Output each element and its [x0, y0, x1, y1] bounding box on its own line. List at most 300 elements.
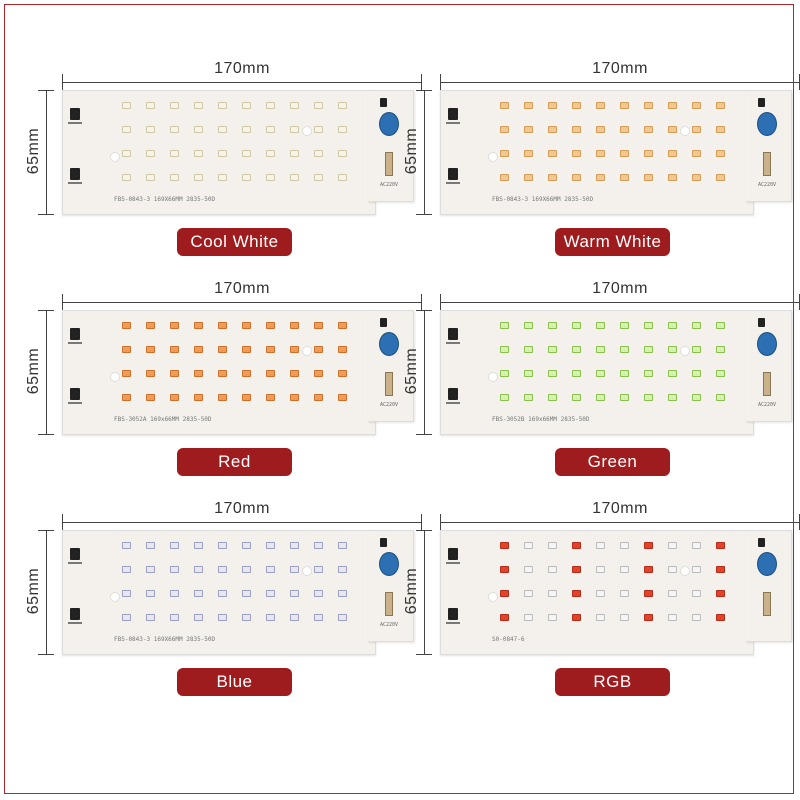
- led-cool-white: [122, 150, 131, 157]
- led-rgb: [500, 590, 509, 597]
- dim-line: [424, 530, 425, 655]
- led-green: [644, 346, 653, 353]
- led-green: [620, 346, 629, 353]
- led-cool-white: [314, 174, 323, 181]
- led-warm-white: [644, 102, 653, 109]
- led-cool-white: [338, 150, 347, 157]
- led-blue: [194, 542, 203, 549]
- led-red: [314, 346, 323, 353]
- led-green: [500, 370, 509, 377]
- width-dimension: [440, 280, 800, 310]
- ac-voltage-label: AC220V: [380, 182, 399, 188]
- led-green: [668, 322, 677, 329]
- led-cool-white: [338, 174, 347, 181]
- led-blue: [146, 614, 155, 621]
- led-rgb: [668, 542, 677, 549]
- led-warm-white: [524, 150, 533, 157]
- led-cool-white: [242, 150, 251, 157]
- led-warm-white: [644, 174, 653, 181]
- led-rgb: [620, 542, 629, 549]
- led-green: [716, 346, 725, 353]
- led-blue: [122, 614, 131, 621]
- led-cool-white: [170, 150, 179, 157]
- led-cool-white: [194, 126, 203, 133]
- mount-hole: [488, 592, 498, 602]
- led-rgb: [644, 614, 653, 621]
- led-red: [170, 346, 179, 353]
- height-label: 65mm: [25, 567, 42, 615]
- led-blue: [122, 542, 131, 549]
- led-warm-white: [620, 174, 629, 181]
- driver-chip-icon: [70, 608, 80, 620]
- pcb-board-tab: [746, 530, 792, 642]
- led-cool-white: [194, 150, 203, 157]
- led-rgb: [596, 566, 605, 573]
- led-red: [266, 346, 275, 353]
- mount-hole: [110, 152, 120, 162]
- chip-pin: [446, 342, 460, 344]
- width-label: 170mm: [214, 60, 270, 77]
- led-red: [146, 394, 155, 401]
- led-warm-white: [548, 102, 557, 109]
- led-green: [572, 370, 581, 377]
- height-dimension: [24, 90, 54, 215]
- height-dimension: [24, 530, 54, 655]
- led-cool-white: [266, 102, 275, 109]
- led-rgb: [524, 590, 533, 597]
- height-dimension: [402, 310, 432, 435]
- dim-line: [62, 302, 422, 303]
- led-rgb: [548, 590, 557, 597]
- height-dimension: [402, 530, 432, 655]
- led-warm-white: [524, 126, 533, 133]
- dim-line: [46, 90, 47, 215]
- led-array: [500, 538, 750, 646]
- capacitor-icon: [757, 552, 777, 576]
- led-warm-white: [596, 102, 605, 109]
- led-blue: [194, 566, 203, 573]
- panel-rgb: [403, 500, 800, 700]
- led-warm-white: [716, 102, 725, 109]
- led-green: [572, 394, 581, 401]
- led-rgb: [572, 614, 581, 621]
- led-warm-white: [524, 174, 533, 181]
- led-rgb: [692, 614, 701, 621]
- led-blue: [146, 566, 155, 573]
- led-blue: [314, 542, 323, 549]
- led-green: [692, 322, 701, 329]
- led-cool-white: [242, 126, 251, 133]
- led-warm-white: [668, 150, 677, 157]
- led-rgb: [644, 590, 653, 597]
- dim-line: [440, 522, 800, 523]
- driver-chip-icon: [70, 168, 80, 180]
- led-cool-white: [146, 126, 155, 133]
- led-green: [716, 370, 725, 377]
- led-cool-white: [170, 102, 179, 109]
- led-green: [596, 322, 605, 329]
- led-rgb: [548, 614, 557, 621]
- chip-pin: [446, 122, 460, 124]
- led-blue: [218, 590, 227, 597]
- led-blue: [338, 566, 347, 573]
- led-cool-white: [314, 126, 323, 133]
- led-warm-white: [620, 150, 629, 157]
- chip-pin: [68, 122, 82, 124]
- led-green: [524, 370, 533, 377]
- led-cool-white: [218, 174, 227, 181]
- led-warm-white: [620, 126, 629, 133]
- badge-warm-white: Warm White: [555, 228, 670, 256]
- led-green: [524, 322, 533, 329]
- led-green: [596, 370, 605, 377]
- badge-blue: Blue: [177, 668, 292, 696]
- led-blue: [170, 542, 179, 549]
- led-blue: [338, 542, 347, 549]
- led-warm-white: [500, 102, 509, 109]
- led-warm-white: [716, 150, 725, 157]
- resistor-icon: [763, 592, 771, 616]
- driver-chip-icon: [70, 328, 80, 340]
- led-array: [122, 538, 372, 646]
- led-warm-white: [572, 102, 581, 109]
- led-green: [644, 322, 653, 329]
- led-red: [242, 346, 251, 353]
- driver-chip-icon: [448, 108, 458, 120]
- led-cool-white: [266, 126, 275, 133]
- ac-voltage-label: AC220V: [758, 402, 777, 408]
- led-cool-white: [338, 102, 347, 109]
- led-red: [194, 346, 203, 353]
- capacitor-icon: [379, 332, 399, 356]
- led-blue: [290, 566, 299, 573]
- led-warm-white: [500, 150, 509, 157]
- regulator-chip-icon: [758, 98, 765, 107]
- led-rgb: [596, 542, 605, 549]
- chip-pin: [68, 182, 82, 184]
- led-warm-white: [644, 126, 653, 133]
- led-rgb: [668, 590, 677, 597]
- led-red: [218, 394, 227, 401]
- driver-chip-icon: [448, 548, 458, 560]
- led-cool-white: [242, 102, 251, 109]
- ac-voltage-label: AC220V: [380, 622, 399, 628]
- resistor-icon: [385, 152, 393, 176]
- led-warm-white: [548, 174, 557, 181]
- chip-pin: [68, 562, 82, 564]
- height-label: 65mm: [403, 347, 420, 395]
- badge-green: Green: [555, 448, 670, 476]
- mount-hole: [110, 372, 120, 382]
- width-dimension: [62, 500, 422, 530]
- dim-line: [440, 82, 800, 83]
- led-rgb: [620, 566, 629, 573]
- regulator-chip-icon: [380, 318, 387, 327]
- width-label: 170mm: [592, 60, 648, 77]
- led-red: [266, 322, 275, 329]
- led-warm-white: [500, 126, 509, 133]
- led-green: [620, 322, 629, 329]
- led-warm-white: [692, 126, 701, 133]
- led-warm-white: [596, 174, 605, 181]
- mount-hole: [680, 566, 690, 576]
- led-blue: [314, 590, 323, 597]
- led-blue: [242, 566, 251, 573]
- led-blue: [122, 566, 131, 573]
- led-rgb: [500, 542, 509, 549]
- led-warm-white: [692, 150, 701, 157]
- chip-pin: [446, 622, 460, 624]
- dim-tick: [38, 214, 54, 215]
- led-rgb: [644, 542, 653, 549]
- led-warm-white: [668, 174, 677, 181]
- led-green: [596, 346, 605, 353]
- height-label: 65mm: [25, 347, 42, 395]
- led-blue: [266, 566, 275, 573]
- led-warm-white: [572, 150, 581, 157]
- capacitor-icon: [757, 332, 777, 356]
- led-warm-white: [596, 150, 605, 157]
- led-green: [500, 322, 509, 329]
- led-rgb: [572, 566, 581, 573]
- led-blue: [194, 614, 203, 621]
- resistor-icon: [385, 372, 393, 396]
- led-red: [338, 370, 347, 377]
- led-cool-white: [338, 126, 347, 133]
- led-warm-white: [572, 126, 581, 133]
- led-red: [314, 394, 323, 401]
- led-blue: [170, 614, 179, 621]
- height-dimension: [24, 310, 54, 435]
- led-blue: [170, 590, 179, 597]
- led-green: [524, 394, 533, 401]
- led-blue: [266, 542, 275, 549]
- led-red: [122, 370, 131, 377]
- led-warm-white: [716, 126, 725, 133]
- led-cool-white: [290, 174, 299, 181]
- led-rgb: [572, 590, 581, 597]
- led-warm-white: [692, 174, 701, 181]
- led-cool-white: [266, 150, 275, 157]
- dim-line: [62, 82, 422, 83]
- led-red: [242, 394, 251, 401]
- led-blue: [146, 542, 155, 549]
- led-blue: [218, 566, 227, 573]
- chip-pin: [446, 562, 460, 564]
- width-dimension: [62, 280, 422, 310]
- led-blue: [218, 614, 227, 621]
- chip-pin: [446, 182, 460, 184]
- width-dimension: [440, 60, 800, 90]
- driver-chip-icon: [70, 388, 80, 400]
- driver-chip-icon: [448, 388, 458, 400]
- dim-tick: [416, 214, 432, 215]
- led-rgb: [620, 590, 629, 597]
- led-rgb: [716, 590, 725, 597]
- led-red: [146, 346, 155, 353]
- led-blue: [266, 614, 275, 621]
- led-green: [572, 346, 581, 353]
- led-red: [290, 370, 299, 377]
- led-blue: [242, 614, 251, 621]
- width-dimension: [62, 60, 422, 90]
- led-blue: [122, 590, 131, 597]
- dim-tick: [416, 654, 432, 655]
- badge-rgb: RGB: [555, 668, 670, 696]
- led-blue: [290, 542, 299, 549]
- dim-tick: [416, 434, 432, 435]
- led-array: [500, 318, 750, 426]
- led-red: [122, 346, 131, 353]
- led-warm-white: [620, 102, 629, 109]
- led-green: [692, 394, 701, 401]
- led-green: [500, 346, 509, 353]
- led-green: [716, 322, 725, 329]
- led-blue: [242, 542, 251, 549]
- capacitor-icon: [379, 112, 399, 136]
- panel-red: [25, 280, 422, 480]
- led-array: [122, 98, 372, 206]
- led-rgb: [668, 614, 677, 621]
- led-rgb: [716, 614, 725, 621]
- led-array: [122, 318, 372, 426]
- led-rgb: [548, 566, 557, 573]
- led-red: [290, 394, 299, 401]
- led-cool-white: [146, 174, 155, 181]
- led-green: [668, 394, 677, 401]
- led-warm-white: [668, 102, 677, 109]
- panel-warm-white: [403, 60, 800, 260]
- panel-cool-white: [25, 60, 422, 260]
- height-label: 65mm: [403, 127, 420, 175]
- led-cool-white: [170, 174, 179, 181]
- led-green: [692, 370, 701, 377]
- led-blue: [290, 590, 299, 597]
- led-rgb: [716, 542, 725, 549]
- led-red: [122, 322, 131, 329]
- led-red: [338, 394, 347, 401]
- led-cool-white: [314, 150, 323, 157]
- led-blue: [242, 590, 251, 597]
- regulator-chip-icon: [758, 538, 765, 547]
- led-rgb: [644, 566, 653, 573]
- led-blue: [314, 566, 323, 573]
- led-red: [338, 322, 347, 329]
- led-green: [596, 394, 605, 401]
- driver-chip-icon: [448, 608, 458, 620]
- led-blue: [338, 614, 347, 621]
- led-blue: [290, 614, 299, 621]
- height-label: 65mm: [25, 127, 42, 175]
- led-cool-white: [242, 174, 251, 181]
- led-red: [290, 322, 299, 329]
- led-red: [218, 346, 227, 353]
- led-warm-white: [572, 174, 581, 181]
- led-red: [242, 322, 251, 329]
- led-red: [194, 394, 203, 401]
- led-rgb: [596, 590, 605, 597]
- led-rgb: [596, 614, 605, 621]
- height-label: 65mm: [403, 567, 420, 615]
- width-label: 170mm: [592, 500, 648, 517]
- led-blue: [194, 590, 203, 597]
- led-cool-white: [218, 102, 227, 109]
- mount-hole: [302, 126, 312, 136]
- led-blue: [146, 590, 155, 597]
- led-cool-white: [122, 174, 131, 181]
- led-array: [500, 98, 750, 206]
- driver-chip-icon: [448, 328, 458, 340]
- badge-cool-white: Cool White: [177, 228, 292, 256]
- led-cool-white: [218, 150, 227, 157]
- led-green: [548, 370, 557, 377]
- led-red: [146, 370, 155, 377]
- led-rgb: [692, 590, 701, 597]
- led-warm-white: [548, 126, 557, 133]
- led-red: [218, 370, 227, 377]
- led-red: [122, 394, 131, 401]
- led-cool-white: [122, 126, 131, 133]
- led-rgb: [668, 566, 677, 573]
- dim-tick: [38, 434, 54, 435]
- led-rgb: [692, 566, 701, 573]
- led-green: [644, 370, 653, 377]
- panel-blue: [25, 500, 422, 700]
- led-red: [194, 370, 203, 377]
- led-cool-white: [194, 174, 203, 181]
- pcb-silkscreen: S0-0847-6: [492, 636, 525, 643]
- led-green: [692, 346, 701, 353]
- capacitor-icon: [379, 552, 399, 576]
- led-cool-white: [122, 102, 131, 109]
- mount-hole: [488, 152, 498, 162]
- dim-line: [46, 530, 47, 655]
- panel-green: [403, 280, 800, 480]
- chip-pin: [68, 402, 82, 404]
- led-red: [266, 394, 275, 401]
- led-cool-white: [146, 150, 155, 157]
- resistor-icon: [763, 152, 771, 176]
- led-red: [146, 322, 155, 329]
- led-rgb: [572, 542, 581, 549]
- dim-line: [424, 90, 425, 215]
- capacitor-icon: [757, 112, 777, 136]
- mount-hole: [680, 346, 690, 356]
- led-red: [170, 322, 179, 329]
- led-warm-white: [692, 102, 701, 109]
- mount-hole: [680, 126, 690, 136]
- led-rgb: [548, 542, 557, 549]
- pcb-silkscreen: FBS-3052B 169x66MM 2835-50D: [492, 416, 590, 423]
- led-green: [524, 346, 533, 353]
- led-rgb: [524, 542, 533, 549]
- driver-chip-icon: [70, 108, 80, 120]
- width-label: 170mm: [214, 500, 270, 517]
- regulator-chip-icon: [380, 98, 387, 107]
- led-red: [194, 322, 203, 329]
- pcb-silkscreen: FBS-0843-3 169X66MM 2835-50D: [114, 196, 216, 203]
- led-warm-white: [524, 102, 533, 109]
- led-green: [548, 346, 557, 353]
- driver-chip-icon: [70, 548, 80, 560]
- chip-pin: [446, 402, 460, 404]
- led-green: [620, 370, 629, 377]
- led-warm-white: [644, 150, 653, 157]
- led-blue: [218, 542, 227, 549]
- led-blue: [266, 590, 275, 597]
- led-cool-white: [314, 102, 323, 109]
- led-red: [266, 370, 275, 377]
